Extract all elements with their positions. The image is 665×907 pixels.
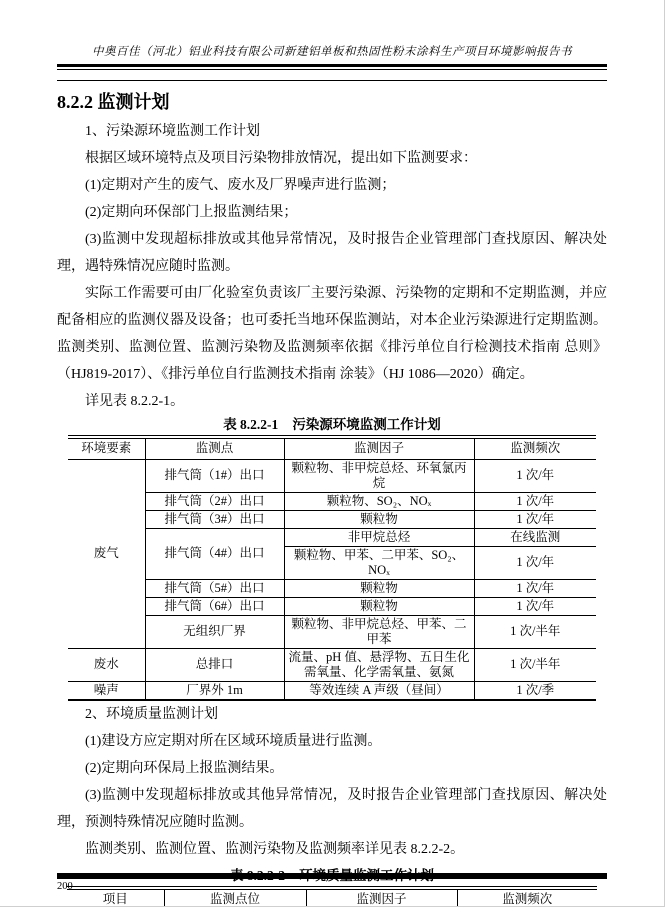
table-cell-factor: 颗粒物、非甲烷总烃、甲苯、二甲苯 [284, 615, 474, 648]
table-cell-point: 总排口 [145, 648, 284, 681]
table-cell-element: 废气 [68, 459, 145, 648]
table-cell-factor: 流量、pH 值、悬浮物、五日生化需氧量、化学需氧量、氨氮 [284, 648, 474, 681]
table-cell-factor: 颗粒物 [284, 597, 474, 615]
table-header-row [68, 437, 596, 459]
table-cell-frequency: 1 次/年 [474, 579, 596, 597]
table-cell-factor: 颗粒物、非甲烷总烃、环氧氯丙烷 [284, 459, 474, 492]
body-paragraph: (3)监测中发现超标排放或其他异常情况，及时报告企业管理部门查找原因、解决处理，预测特殊情况应随时监测。 [57, 788, 607, 830]
body-paragraph: 实际工作需要可由厂化验室负责该厂主要污染源、污染物的定期和不定期监测，并应配备相应的监测仪器及设备；也可委托当地环保监测站，对本企业污染源进行定期监测。监测类别、监测位置、监测污染物及监测频率依据《排污单位自行检测技术指南 总则》（HJ819-2017）、《排污单位自行监测技术指南 涂装》（HJ 1086—2020）确定。 [57, 286, 607, 382]
body-paragraph: (2)定期向环保部门上报监测结果； [85, 205, 298, 220]
section-body-top [57, 118, 607, 415]
table-cell-point: 厂界外 1m [145, 681, 284, 700]
body-paragraph: 2、环境质量监测计划 [85, 707, 218, 722]
table-row [68, 492, 596, 510]
table-cell-frequency: 1 次/年 [474, 597, 596, 615]
table-cell-point: 排气筒（6#）出口 [145, 597, 284, 615]
table-cell-frequency: 在线监测 [474, 528, 596, 546]
running-header-title: 中奥百佳（河北）铝业科技有限公司新建铝单板和热固性粉末涂料生产项目环境影响报告书 [92, 46, 572, 58]
table-row [68, 648, 596, 681]
table-cell-factor: 颗粒物 [284, 510, 474, 528]
table-cell-point: 排气筒（3#）出口 [145, 510, 284, 528]
column-header: 监测频次 [474, 437, 596, 459]
table-row [68, 597, 596, 615]
section-heading [57, 88, 607, 114]
body-paragraph: (1)定期对产生的废气、废水及厂界噪声进行监测； [85, 178, 396, 193]
column-header: 监测因子 [306, 888, 457, 907]
pollution-source-monitoring-table [68, 435, 596, 701]
table-row [68, 615, 596, 648]
table1-caption [57, 415, 607, 435]
table-row [68, 579, 596, 597]
table-cell-factor: 颗粒物、SO₂、NOₓ [284, 492, 474, 510]
table-cell-factor: 颗粒物、甲苯、二甲苯、SO₂、NOₓ [284, 546, 474, 579]
table-cell-frequency: 1 次/年 [474, 492, 596, 510]
table-cell-point: 排气筒（2#）出口 [145, 492, 284, 510]
column-header: 监测因子 [284, 437, 474, 459]
body-paragraph: 详见表 8.2.2-1。 [85, 394, 185, 409]
table-cell-frequency: 1 次/半年 [474, 648, 596, 681]
body-paragraph: (3)监测中发现超标排放或其他异常情况，及时报告企业管理部门查找原因、解决处理，遇特殊情况应随时监测。 [57, 232, 607, 274]
column-header: 环境要素 [68, 437, 145, 459]
heading-top-rule [57, 80, 607, 81]
table-cell-frequency: 1 次/半年 [474, 615, 596, 648]
header-rule [57, 64, 607, 70]
table-header-row [67, 888, 597, 907]
table-row [68, 459, 596, 492]
table-cell-frequency: 1 次/年 [474, 510, 596, 528]
body-paragraph: (2)定期向环保局上报监测结果。 [85, 761, 284, 776]
column-header: 监测点位 [164, 888, 306, 907]
table-cell-factor: 等效连续 A 声级（昼间） [284, 681, 474, 700]
section-body-mid [57, 701, 607, 863]
table-row [68, 510, 596, 528]
table-cell-point: 排气筒（4#）出口 [145, 528, 284, 579]
column-header: 监测点 [145, 437, 284, 459]
table-cell-element: 噪声 [68, 681, 145, 700]
section-number: 8.2.2 [57, 92, 93, 112]
table1-title: 污染源环境监测工作计划 [292, 417, 441, 432]
section-title: 监测计划 [97, 92, 170, 112]
table-row [68, 528, 596, 546]
body-paragraph: 监测类别、监测位置、监测污染物及监测频率详见表 8.2.2-2。 [85, 842, 465, 857]
table-cell-frequency: 1 次/季 [474, 681, 596, 700]
table-cell-point: 无组织厂界 [145, 615, 284, 648]
column-header: 监测频次 [457, 888, 597, 907]
table-cell-element: 废水 [68, 648, 145, 681]
environment-quality-monitoring-table [67, 886, 597, 907]
page-content [57, 80, 607, 907]
table-cell-point: 排气筒（5#）出口 [145, 579, 284, 597]
column-header: 项目 [67, 888, 164, 907]
table-cell-factor: 非甲烷总烃 [284, 528, 474, 546]
table-cell-frequency: 1 次/年 [474, 546, 596, 579]
table-cell-factor: 颗粒物 [284, 579, 474, 597]
footer-rule [57, 873, 607, 879]
table-cell-frequency: 1 次/年 [474, 459, 596, 492]
table1-label: 表 8.2.2-1 [223, 417, 279, 432]
page-number: 200 [57, 881, 73, 892]
table-row [68, 681, 596, 700]
body-paragraph: (1)建设方应定期对所在区域环境质量进行监测。 [85, 734, 382, 749]
body-paragraph: 1、污染源环境监测工作计划 [85, 124, 260, 139]
table-cell-point: 排气筒（1#）出口 [145, 459, 284, 492]
body-paragraph: 根据区域环境特点及项目污染物排放情况，提出如下监测要求： [85, 151, 477, 166]
